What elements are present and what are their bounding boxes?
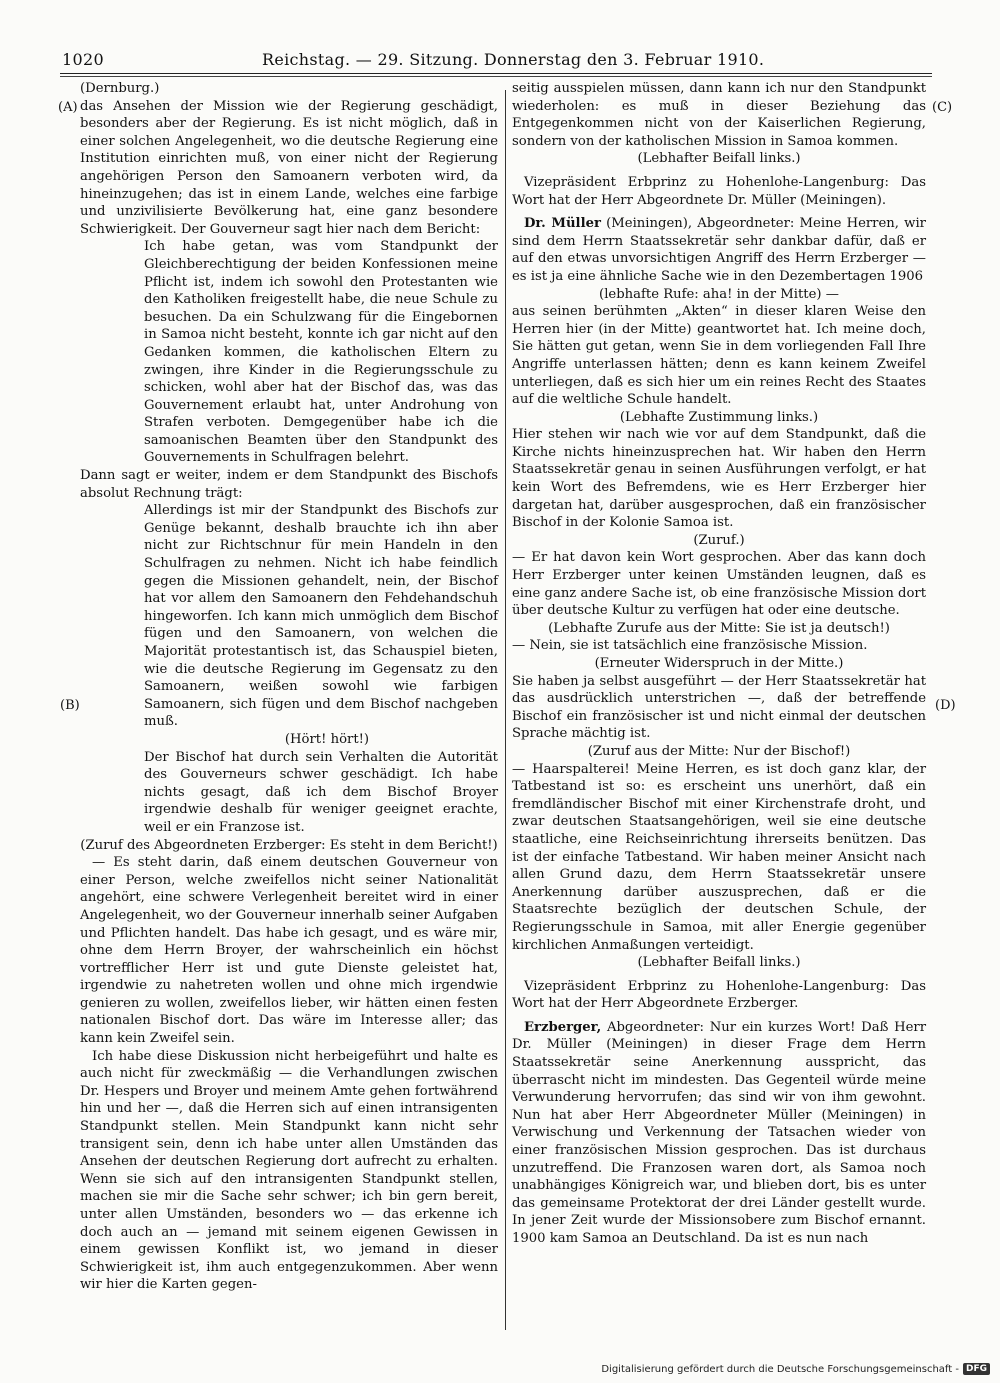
margin-marker-d: (D) (935, 698, 956, 713)
paragraph-text: (Meiningen), Abgeordneter: Meine Herren, wir sind dem Herrn Staatssekretär sehr dankbar dafür, daß er auf den etwas unvorsichtigen Angriff des Herrn Erzberger — es ist ja eine ähnliche Sache wie in den Dezembertagen 1906 (512, 216, 926, 284)
running-title: Reichstag. — 29. Sitzung. Donnerstag den 3. Februar 1910. (262, 50, 765, 69)
interjection: (Zuruf des Abgeordneten Erzberger: Es steht in dem Bericht!) (80, 837, 498, 853)
paragraph: aus seinen berühmten „Akten“ in dieser klaren Weise den Herren hier (in der Mitte) geantwortet hat. Ich meine doch, Sie hätten gut getan, wenn Sie in dem vorliegenden Fall Ihre Angriffe unterlassen hätten; denn es kann keinem Zweifel unterliegen, daß es sich hier um ein reines Recht des Staates auf die weltliche Schule handelt. (512, 304, 926, 408)
interjection: (Zuruf aus der Mitte: Nur der Bischof!) (587, 743, 851, 759)
vice-president-statement: Vizepräsident Erbprinz zu Hohenlohe-Langenburg: Das Wort hat der Herr Abgeordnete Dr. Müller (Meiningen). (512, 174, 926, 208)
interjection: (Erneuter Widerspruch in der Mitte.) (594, 656, 844, 671)
page-header (62, 48, 928, 72)
paragraph: — Er hat davon kein Wort gesprochen. Aber das kann doch Herr Erzberger unter keinen Umständen leugnen, daß es eine ganz andere Sache ist, ob eine französische Mission dort über deutsche Kultur zu verfügen hat oder eine deutsche. (512, 550, 927, 619)
paragraph: das Ansehen der Mission wie der Regierung geschädigt, besonders aber der Regierung. Es ist nicht möglich, daß in einer solchen Angelegenheit, wo die deutsche Regierung eine Institution einrichten muß, von einer nicht der Regierung angehörigen Person den Samoanern verboten wird, da hineinzugehen; das ist in einem Lande, welches eine farbige und unzivilisierte Bevölkerung hat, eine ganz besondere Schwierigkeit. Der Gouverneur sagt hier nach dem Bericht: (80, 98, 498, 237)
paragraph: Ich habe diese Diskussion nicht herbeigeführt und halte es auch nicht für zweckmäßig — die Verhandlungen zwischen Dr. Hespers und Broyer und meinem Amte gehen fortwährend hin und her —, daß die Herren sich auf einen intransigenten Standpunkt stellen. Mein Standpunkt kann nicht sehr transigent sein, denn ich habe unter allen Umständen das Ansehen der deutschen Regierung dort aufrecht zu erhalten. Wenn sie sich auf den intransigenten Standpunkt stellen, machen sie mir die Sache sehr schwer; ich bin gern bereit, unter allen Umständen, besonders wo — das erkenne ich doch auch an — jemand mit seinem eigenen Gewissen in einem gewissen Konflikt ist, wo jemand in dieser Schwierigkeit ist, ihm auch entgegenzukommen. Aber wenn wir hier die Karten gegen- (80, 1048, 498, 1293)
paragraph: seitig ausspielen müssen, dann kann ich nur den Standpunkt wiederholen: es muß in dieser Beziehung das Entgegenkommen nicht von der Kaiserlichen Regierung, sondern von der katholischen Mission in Samoa kommen. (512, 81, 926, 149)
interjection: (Lebhafter Beifall links.) (637, 151, 801, 167)
paragraph: — Haarspalterei! Meine Herren, es ist doch ganz klar, der Tatbestand ist so: es erscheint uns unerhört, daß ein fremdländischer Bischof mit einer Kirchenstrafe droht, und zwar deutschen Staatsangehörigen, weil sie eine deutsche staatliche, eine Reichseinrichtung ihrerseits benützen. Das ist der einfache Tatbestand. Wir haben meiner Ansicht nach allen Grund dazu, dem Herrn Staatssekretär unsere Anerkennung darüber auszusprechen, daß er die Staatsrechte bezüglich der deutschen Schule, der Regierungsschule in Samoa, mit aller Energie gegenüber kirchlichen Anmaßungen verteidigt. (512, 761, 926, 953)
left-column (80, 80, 498, 1294)
header-rule-thin (60, 76, 932, 77)
column-divider (505, 90, 506, 1330)
interjection: (Zuruf.) (693, 532, 745, 548)
quotation: Der Bischof hat durch sein Verhalten die Autorität des Gouverneurs schwer geschädigt. Ich habe nichts gesagt, daß ich dem Bischof Broyer irgendwie deshalb für weniger geeignet erachte, weil er ein Franzose ist. (144, 749, 498, 835)
interjection: (Lebhafte Zurufe aus der Mitte: Sie ist ja deutsch!) (548, 620, 890, 636)
paragraph: — Nein, sie ist tatsächlich eine französische Mission. (512, 638, 868, 654)
paragraph: Dann sagt er weiter, indem er dem Standpunkt des Bischofs absolut Rechnung trägt: (80, 468, 498, 501)
interjection: (Lebhafte Zustimmung links.) (619, 409, 819, 425)
margin-marker-b: (B) (60, 698, 80, 713)
margin-marker-a: (A) (58, 100, 78, 115)
paragraph: Sie haben ja selbst ausgeführt — der Herr Staatssekretär hat das ausdrücklich unterstrichen —, daß der betreffende Bischof ein französischer ist und nicht einmal der deutschen Sprache mächtig ist. (512, 673, 926, 742)
margin-marker-c: (C) (932, 100, 953, 115)
paragraph: — Es steht darin, daß einem deutschen Gouverneur von einer Person, welche zweifellos nicht seiner Nationalität angehört, eine schwere Verlegenheit bereitet wird in einer Angelegenheit, wo der Gouverneur innerhalb seiner Aufgaben und Pflichten handelt. Das habe ich gesagt, und es wäre mir, ohne dem Herrn Broyer, der wahrscheinlich ein höchst vortrefflicher Herr ist und gute Dienste geleistet hat, irgendwie zu nahetreten wollen und ohne mich irgendwie genieren zu wollen, zweifellos lieber, wir hätten einen festen nationalen Bischof dort. Das wäre im Interesse aller; das kann kein Zweifel sein. (80, 855, 498, 1047)
speech-paragraph (512, 1019, 926, 1248)
header-rule (60, 73, 932, 74)
paragraph-text: Abgeordneter: Nur ein kurzes Wort! Daß Herr Dr. Müller (Meiningen) in dieser Frage dem Herrn Staatssekretär seine Anerkennung ausspricht, das überrascht nicht im mindesten. Das Gegenteil würde meine Verwunderung hervorrufen; das sind wir von ihm gewohnt. Nun hat aber Herr Abgeordneter Müller (Meiningen) in Verwischung und Verkennung der Tatsachen wieder von einer französischen Mission gesprochen. Das ist durchaus unzutreffend. Die Franzosen waren dort, als Samoa noch unabhängiges Königreich war, und blieben dort, bis es unter das gemeinsame Protektorat der drei Länder gestellt wurde. In jener Zeit wurde der Missionsobere zum Bischof ernannt. 1900 kam Samoa an Deutschland. Da ist es nun nach (512, 1019, 926, 1246)
page-number: 1020 (62, 50, 104, 69)
speaker-name: Erzberger, (524, 1019, 602, 1035)
quotation: Allerdings ist mir der Standpunkt des Bischofs zur Genüge bekannt, deshalb brauchte ich ihn aber nicht zur Richtschnur für mein Handeln in den Schulfragen zu nehmen. Nicht ich habe feindlich gegen die Missionen gehandelt, nein, der Bischof hat vor allem den Samoanern den Fehdehandschuh hingeworfen. Ich kann mich unmöglich dem Bischof fügen und den Samoanern, von welchen die Majorität protestantisch ist, das Schauspiel bieten, wie die deutsche Regierung im Gegensatz zu den Samoanern, weißen sowohl wie farbigen Samoanern, sich fügen und dem Bischof nachgeben muß. (144, 503, 498, 730)
footer (601, 1363, 990, 1375)
dfg-logo-icon: DFG (963, 1363, 990, 1375)
quotation: Ich habe getan, was vom Standpunkt der Gleichberechtigung der beiden Konfessionen meine Pflicht ist, indem ich sowohl den Protestanten wie den Katholiken freigestellt habe, die neue Schule zu besuchen. Da ein Schulzwang für die Eingebornen in Samoa nicht besteht, konnte ich gar nicht auf den Gedanken kommen, die katholischen Eltern zu zwingen, ihre Kinder in die Regierungsschule zu schicken, wohl aber hat der Bischof das, was das Gouvernement erlaubt hat, unter Androhung von Strafen verboten. Demgegenüber habe ich die samoanischen Beamten über den Standpunkt des Gouvernements in Schulfragen belehrt. (144, 239, 498, 466)
paragraph: Hier stehen wir nach wie vor auf dem Standpunkt, daß die Kirche nichts hineinzusprechen hat. Wir haben den Herrn Staatssekretär genau in seinen Ausführungen verfolgt, er hat kein Wort des Befremdens, wie es Herr Erzberger hier dargetan hat, darüber ausgesprochen, daß ein französischer Bischof in der Kolonie Samoa ist. (512, 427, 926, 531)
speaker-tag: (Dernburg.) (80, 81, 160, 96)
speaker-name: Dr. Müller (524, 216, 601, 232)
footer-text: Digitalisierung gefördert durch die Deutsche Forschungsgemeinschaft - (601, 1363, 959, 1375)
interjection: (lebhafte Rufe: aha! in der Mitte) — (599, 286, 839, 302)
speech-paragraph (512, 215, 926, 285)
interjection: (Hört! hört!) (284, 731, 370, 747)
interjection: (Lebhafter Beifall links.) (637, 955, 801, 971)
right-column (512, 80, 926, 1248)
vice-president-statement: Vizepräsident Erbprinz zu Hohenlohe-Langenburg: Das Wort hat der Herr Abgeordnete Erzberger. (512, 978, 926, 1012)
